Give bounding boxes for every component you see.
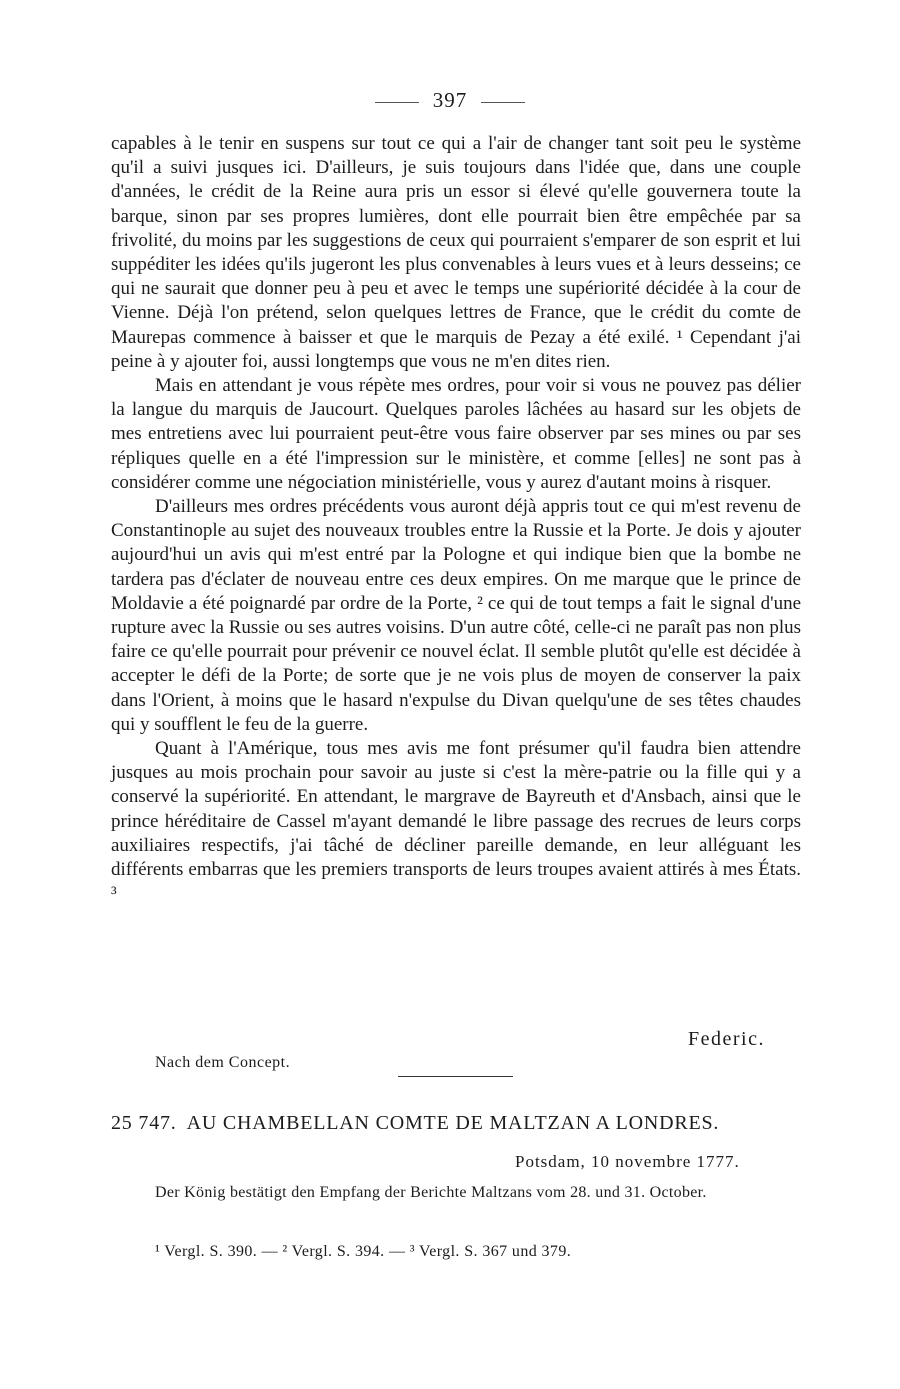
header-dash-right (481, 102, 525, 103)
header-dash-left (375, 102, 419, 103)
letter-number: 25 747. (111, 1112, 177, 1134)
letter-summary: Der König bestätigt den Empfang der Berichte Maltzans vom 28. und 31. October. (155, 1184, 707, 1201)
signature: Federic. (688, 1028, 765, 1050)
paragraph-3: D'ailleurs mes ordres précédents vous auront déjà appris tout ce qui m'est revenu de Constantinople au sujet des nouveaux troubles entre la Russie et la Porte. Je dois y ajouter aujourd'hui un avis qui m'est entré par la Pologne et qui indique bien que la bombe ne tardera pas d'éclater de nouveau entre ces deux empires. On me marque que le prince de Moldavie a été poignardé par ordre de la Porte, ² ce qui de tout temps a fait le signal d'une rupture avec la Russie ou ses autres voisins. D'un autre côté, celle-ci ne paraît pas non plus faire ce qu'elle pourrait pour prévenir ce nouvel éclat. Il semble plutôt qu'elle est décidée à accepter le défi de la Porte; de sorte que je ne vois plus de moyen de conserver la paix dans l'Orient, à moins que le hasard n'expulse du Divan quelqu'une de ses têtes chaudes qui y soufflent le feu de la guerre. (111, 496, 801, 735)
paragraph-1: capables à le tenir en suspens sur tout ce qui a l'air de changer tant soit peu le système qu'il a suivi jusques ici. D'ailleurs, je suis toujours dans l'idée que, dans une couple d'années, le crédit de la Reine aura pris un essor si élevé qu'elle gouvernera toute la barque, sinon par ses propres lumières, dont elle pourrait bien être empêchée par sa frivolité, du moins par les suggestions de ceux qui pourraient s'emparer de son esprit et lui suppéditer les idées qu'ils jugeront les plus convenables à leurs vues et à leurs desseins; ce qui ne saurait que donner peu à peu et avec le temps une supériorité décidée à la cour de Vienne. Déjà l'on prétend, selon quelques lettres de France, que le crédit du comte de Maurepas commence à baisser et que le marquis de Pezay a été exilé. ¹ Cependant j'ai peine à y ajouter foi, aussi longtemps que vous ne m'en dites rien. (111, 133, 801, 372)
page-number: 397 (432, 88, 468, 112)
letter-dateline: Potsdam, 10 novembre 1777. (515, 1152, 740, 1171)
letter-title: AU CHAMBELLAN COMTE DE MALTZAN A LONDRES. (186, 1112, 720, 1134)
footnotes: ¹ Vergl. S. 390. — ² Vergl. S. 394. — ³ Vergl. S. 367 und 379. (155, 1243, 572, 1260)
paragraph-4: Quant à l'Amérique, tous mes avis me font présumer qu'il faudra bien attendre jusques au mois prochain pour savoir au juste si c'est la mère-patrie ou la fille qui y a conservé la supériorité. En attendant, le margrave de Bayreuth et d'Ansbach, ainsi que le prince héréditaire de Cassel m'ayant demandé le libre passage des recrues de leurs corps auxiliaires respectifs, j'ai tâché de décliner pareille demande, en leur alléguant les différents embarras que les premiers transports de leurs troupes avaient attirés à mes États. ³ (111, 738, 801, 905)
letter-heading (111, 1112, 811, 1135)
section-divider (398, 1076, 513, 1077)
page-header (0, 88, 900, 113)
letter-body (111, 132, 801, 907)
source-note: Nach dem Concept. (155, 1054, 291, 1071)
paragraph-2: Mais en attendant je vous répète mes ordres, pour voir si vous ne pouvez pas délier la langue du marquis de Jaucourt. Quelques paroles lâchées au hasard sur les objets de mes entretiens avec lui pourraient peut-être vous faire observer par ses mines ou par ses répliques quelle en a été l'impression sur le ministère, et comme [elles] ne sont pas à considérer comme une négociation ministérielle, vous y aurez d'autant moins à risquer. (111, 375, 801, 493)
